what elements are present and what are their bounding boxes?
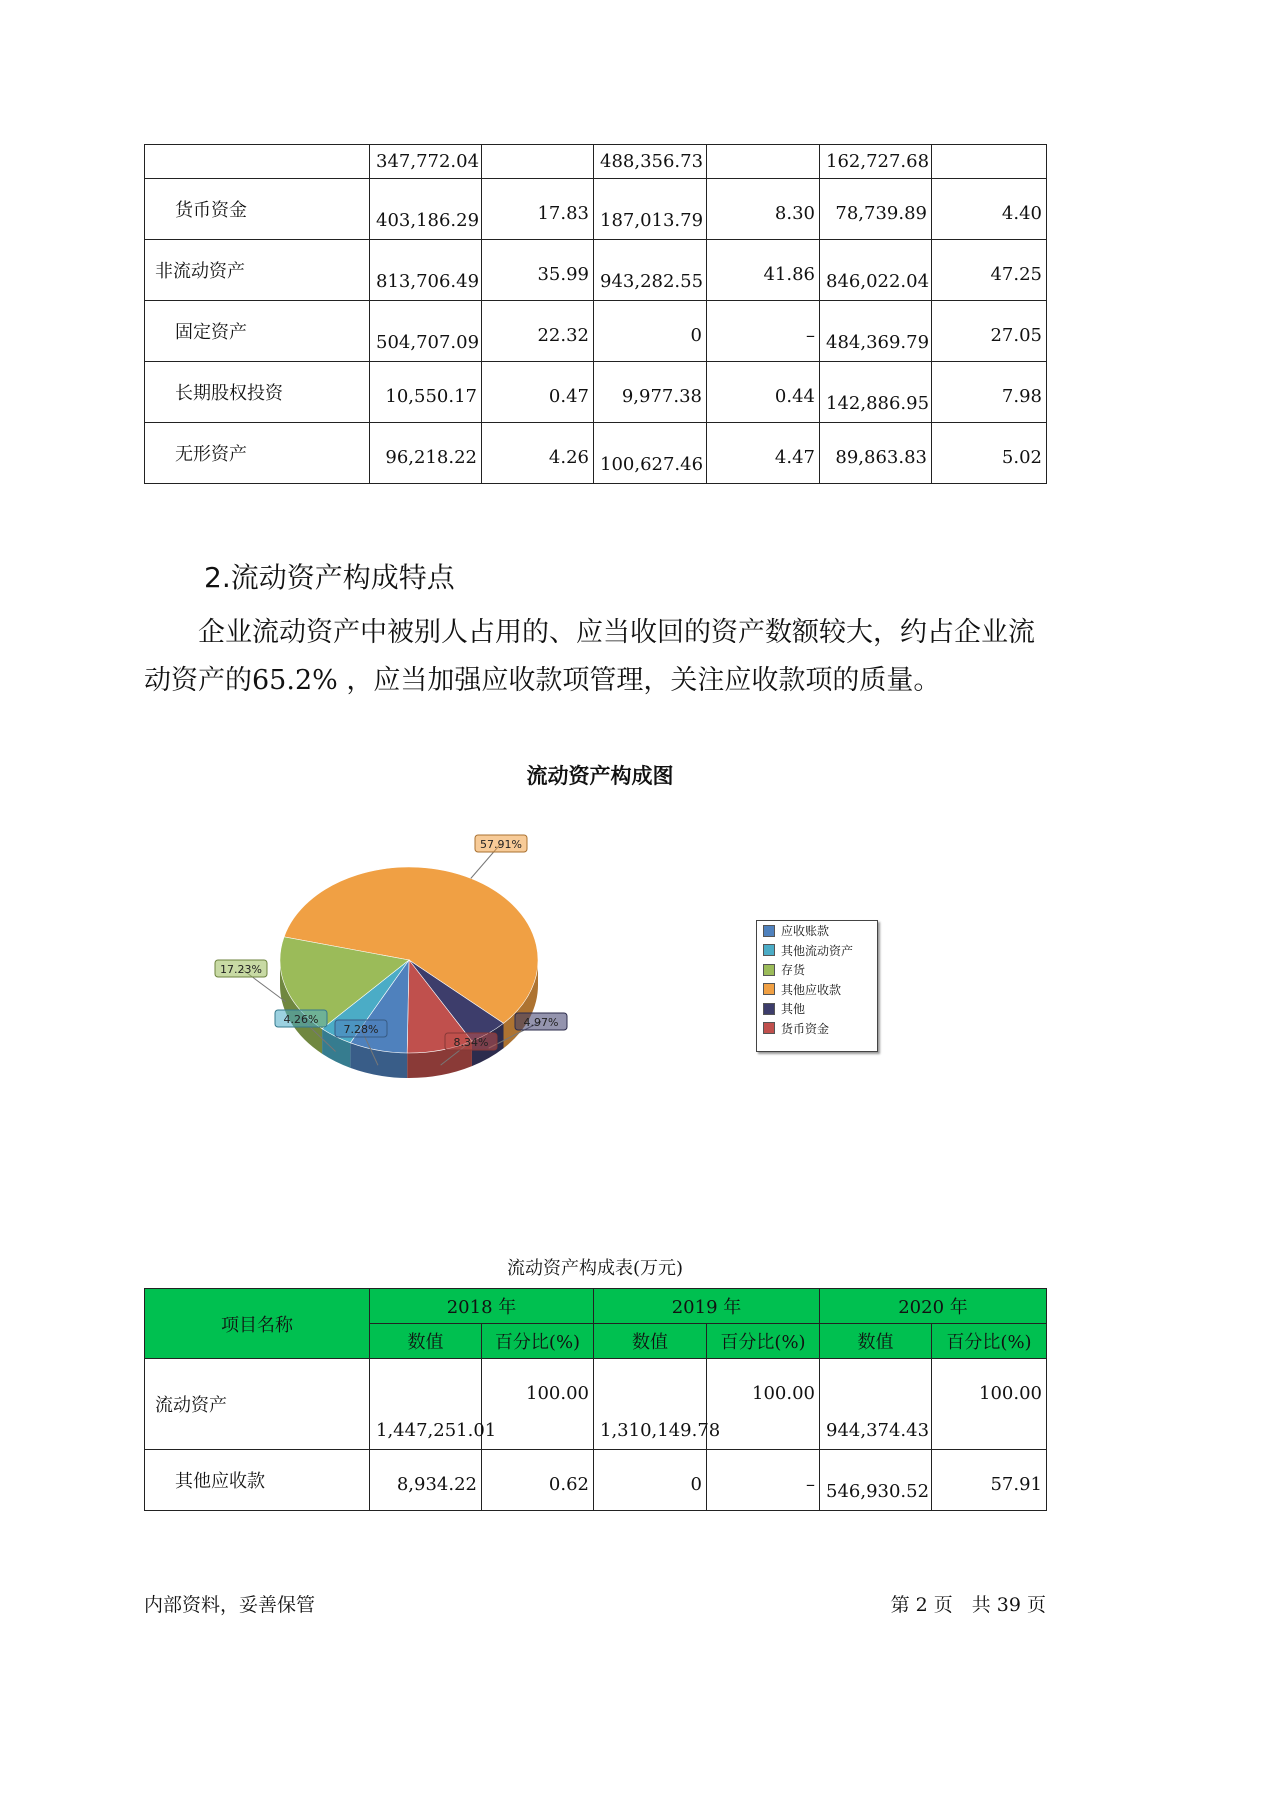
cell-value: 8,934.22 xyxy=(396,1474,477,1495)
cell-value: 100.00 xyxy=(979,1383,1042,1404)
cell-value: 100.00 xyxy=(526,1383,589,1404)
table-cell xyxy=(707,179,820,240)
table-cell xyxy=(932,301,1047,362)
cell-value: – xyxy=(806,325,815,346)
table-cell xyxy=(482,301,594,362)
table-cell xyxy=(932,1359,1047,1450)
table-cell xyxy=(820,240,932,301)
cell-value: – xyxy=(806,1474,815,1495)
chart-title: 流动资产构成图 xyxy=(526,764,674,788)
legend-item xyxy=(757,921,877,941)
table-cell xyxy=(370,240,482,301)
cell-value: 4.40 xyxy=(1001,203,1042,224)
table-row xyxy=(145,179,1047,240)
table-cell xyxy=(594,423,707,484)
current-assets-table xyxy=(144,1288,1047,1511)
table-cell xyxy=(594,1450,707,1511)
legend-item xyxy=(757,980,877,1000)
table-cell xyxy=(932,179,1047,240)
row-label: 流动资产 xyxy=(145,1359,370,1450)
table-cell xyxy=(594,1359,721,1450)
table-row xyxy=(145,423,1047,484)
table-cell xyxy=(820,1450,932,1511)
table-cell xyxy=(594,301,707,362)
cell-value: 9,977.38 xyxy=(621,386,702,407)
table-cell xyxy=(594,362,707,423)
cell-value: 17.83 xyxy=(537,203,589,224)
cell-value: 0 xyxy=(690,1474,702,1495)
table-cell xyxy=(932,1450,1047,1511)
header-percent: 百分比(%) xyxy=(932,1324,1047,1359)
table-cell xyxy=(707,1450,820,1511)
table-cell xyxy=(707,1359,820,1450)
legend-swatch xyxy=(763,1003,775,1015)
table-header-row xyxy=(145,1289,1047,1324)
cell-value: 546,930.52 xyxy=(826,1481,930,1502)
cell-value: 47.25 xyxy=(990,264,1042,285)
table-cell: 488,356.73 xyxy=(594,145,707,179)
cell-value: 484,369.79 xyxy=(826,332,930,353)
cell-value: 8.30 xyxy=(774,203,815,224)
header-year: 2018 年 xyxy=(370,1289,594,1324)
row-label: 长期股权投资 xyxy=(145,362,370,423)
table-cell xyxy=(482,145,594,179)
header-year: 2019 年 xyxy=(594,1289,820,1324)
cell-value: 1,310,149.78 xyxy=(600,1420,721,1441)
table-cell xyxy=(707,145,820,179)
table-cell: 347,772.04 xyxy=(370,145,482,179)
table-cell xyxy=(370,362,482,423)
legend-item xyxy=(757,941,877,961)
table-cell xyxy=(820,179,932,240)
table-cell xyxy=(820,423,932,484)
table-cell: 162,727.68 xyxy=(820,145,932,179)
table-row xyxy=(145,1450,1047,1511)
row-label: 货币资金 xyxy=(145,179,370,240)
legend-label: 其他流动资产 xyxy=(781,943,854,958)
cell-value: 5.02 xyxy=(1001,447,1042,468)
table-cell xyxy=(482,179,594,240)
data-label: 7.28% xyxy=(343,1023,379,1036)
header-value: 数值 xyxy=(594,1324,707,1359)
cell-value: 89,863.83 xyxy=(835,447,927,468)
legend-label: 存货 xyxy=(781,963,806,978)
legend-label: 其他应收款 xyxy=(781,982,842,997)
table-cell xyxy=(594,240,707,301)
row-label: 无形资产 xyxy=(145,423,370,484)
cell-value: 187,013.79 xyxy=(600,210,704,231)
legend-item xyxy=(757,999,877,1019)
cell-value: 0 xyxy=(690,325,702,346)
table-cell xyxy=(707,423,820,484)
data-label: 57.91% xyxy=(480,838,522,851)
data-label: 17.23% xyxy=(220,963,262,976)
cell-value: 7.98 xyxy=(1001,386,1042,407)
cell-value: 22.32 xyxy=(537,325,589,346)
cell-value: 57.91 xyxy=(990,1474,1042,1495)
table-cell xyxy=(932,423,1047,484)
table-row xyxy=(145,1359,1047,1450)
legend-swatch xyxy=(763,925,775,937)
table-cell xyxy=(482,423,594,484)
row-label: 固定资产 xyxy=(145,301,370,362)
legend-swatch xyxy=(763,983,775,995)
table-cell xyxy=(820,1359,932,1450)
table-caption: 流动资产构成表(万元) xyxy=(506,1258,684,1279)
table-cell xyxy=(707,240,820,301)
legend-swatch xyxy=(763,944,775,956)
page-number: 第 2 页 共 39 页 xyxy=(890,1594,1046,1616)
asset-table-continued xyxy=(144,144,1047,484)
cell-value: 35.99 xyxy=(537,264,589,285)
table-cell xyxy=(482,1450,594,1511)
cell-value: 944,374.43 xyxy=(826,1420,930,1441)
table-cell xyxy=(932,240,1047,301)
table-cell xyxy=(370,423,482,484)
cell-value: 813,706.49 xyxy=(376,271,480,292)
cell-value: 142,886.95 xyxy=(826,393,930,414)
cell-value: 100,627.46 xyxy=(600,454,704,475)
table-cell xyxy=(370,1450,482,1511)
legend-item xyxy=(757,960,877,980)
table-cell xyxy=(370,301,482,362)
table-cell xyxy=(932,362,1047,423)
cell-value: 4.26 xyxy=(548,447,589,468)
table-cell xyxy=(707,301,820,362)
table-row xyxy=(145,240,1047,301)
table-cell xyxy=(145,145,370,179)
cell-value: 403,186.29 xyxy=(376,210,480,231)
header-value: 数值 xyxy=(820,1324,932,1359)
table-cell xyxy=(482,1359,594,1450)
paragraph-text: 企业流动资产中被别人占用的、应当收回的资产数额较大，约占企业流动资产的65.2% ，应当加强应收款项管理，关注应收款项的质量。 xyxy=(144,617,1035,696)
cell-value: 27.05 xyxy=(990,325,1042,346)
legend-label: 其他 xyxy=(781,1002,806,1017)
cell-value: 10,550.17 xyxy=(385,386,477,407)
cell-value: 4.47 xyxy=(774,447,815,468)
table-row xyxy=(145,362,1047,423)
cell-value: 0.62 xyxy=(548,1474,589,1495)
table-cell xyxy=(820,301,932,362)
cell-value: 100.00 xyxy=(752,1383,815,1404)
table-cell xyxy=(370,179,482,240)
table-cell xyxy=(594,179,707,240)
cell-value: 0.47 xyxy=(548,386,589,407)
cell-value: 504,707.09 xyxy=(376,332,480,353)
cell-value: 78,739.89 xyxy=(835,203,927,224)
header-year: 2020 年 xyxy=(820,1289,1047,1324)
cell-value: 96,218.22 xyxy=(385,447,477,468)
header-percent: 百分比(%) xyxy=(707,1324,820,1359)
cell-value: 41.86 xyxy=(763,264,815,285)
data-label: 4.97% xyxy=(523,1016,559,1029)
footer-note: 内部资料，妥善保管 xyxy=(144,1594,316,1616)
table-cell xyxy=(370,1359,497,1450)
cell-value: 943,282.55 xyxy=(600,271,704,292)
chart-legend xyxy=(756,920,878,1052)
cell-value: 846,022.04 xyxy=(826,271,930,292)
table-row xyxy=(145,301,1047,362)
section-heading: 2.流动资产构成特点 xyxy=(204,561,455,594)
row-label: 非流动资产 xyxy=(145,240,370,301)
legend-swatch xyxy=(763,964,775,976)
header-item-name: 项目名称 xyxy=(145,1289,370,1359)
table-row xyxy=(145,145,1047,179)
row-label: 其他应收款 xyxy=(145,1450,370,1511)
body-paragraph xyxy=(144,609,1046,705)
table-cell xyxy=(932,145,1047,179)
cell-value: 1,447,251.01 xyxy=(376,1420,497,1441)
table-cell xyxy=(482,240,594,301)
table-cell xyxy=(707,362,820,423)
legend-label: 货币资金 xyxy=(781,1021,830,1036)
legend-label: 应收账款 xyxy=(781,924,830,939)
table-cell xyxy=(820,362,932,423)
header-value: 数值 xyxy=(370,1324,482,1359)
legend-item xyxy=(757,1019,877,1039)
legend-swatch xyxy=(763,1022,775,1034)
header-percent: 百分比(%) xyxy=(482,1324,594,1359)
cell-value: 0.44 xyxy=(774,386,815,407)
data-label: 8.34% xyxy=(453,1036,489,1049)
table-cell xyxy=(482,362,594,423)
pie-chart xyxy=(200,815,800,1085)
data-label: 4.26% xyxy=(283,1013,319,1026)
